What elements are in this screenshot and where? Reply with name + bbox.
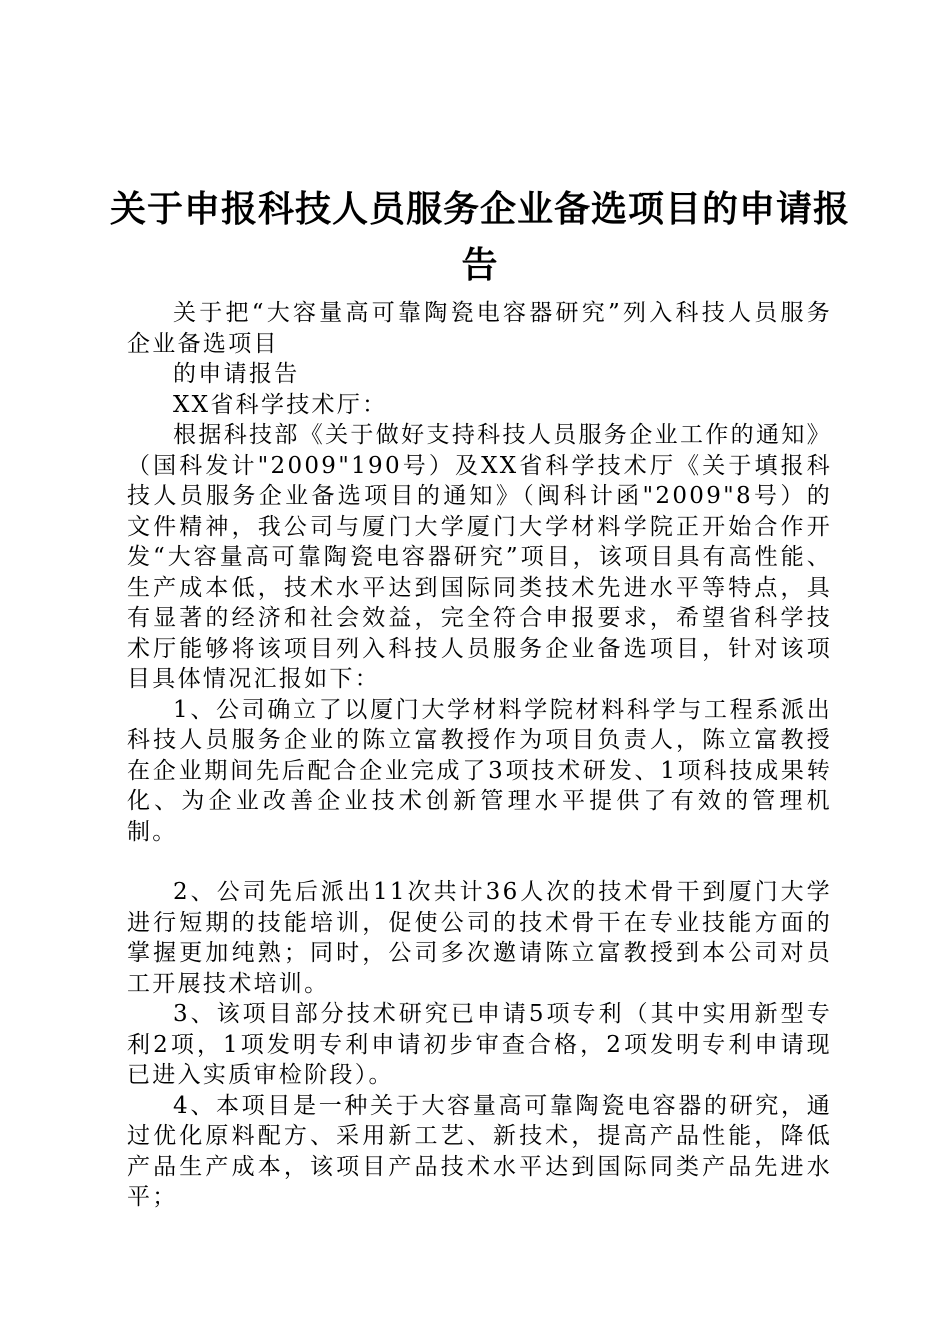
- paragraph-item-3: 3、该项目部分技术研究已申请5项专利（其中实用新型专利2项，1项发明专利申请初步审查合格，2项发明专利申请现已进入实质审检阶段）。: [127, 1001, 832, 1088]
- salutation: XX省科学技术厅：: [173, 391, 388, 418]
- subject-line-continued: 的申请报告: [173, 361, 300, 387]
- document-title: 关于申报科技人员服务企业备选项目的申请报告: [110, 189, 851, 286]
- document-body: [127, 298, 832, 1213]
- paragraph-item-2: 2、公司先后派出11次共计36人次的技术骨干到厦门大学进行短期的技能培训，促使公司的技术骨干在专业技能方面的掌握更加纯熟；同时，公司多次邀请陈立富教授到本公司对员工开展技术培训。: [127, 879, 832, 997]
- paragraph-item-1: 1、公司确立了以厦门大学材料学院材料科学与工程系派出科技人员服务企业的陈立富教授作为项目负责人，陈立富教授在企业期间先后配合企业完成了3项技术研发、1项科技成果转化、为企业改善企业技术创新管理水平提供了有效的管理机制。: [127, 696, 832, 845]
- paragraph-intro: 根据科技部《关于做好支持科技人员服务企业工作的通知》（国科发计"2009"190号）及XX省科学技术厅《关于填报科技人员服务企业备选项目的通知》（闽科计函"2009"8号）的文件精神，我公司与厦门大学厦门大学材料学院正开始合作开发“大容量高可靠陶瓷电容器研究”项目，该项目具有高性能、生产成本低，技术水平达到国际同类技术先进水平等特点，具有显著的经济和社会效益，完全符合申报要求，希望省科学技术厅能够将该项目列入科技人员服务企业备选项目，针对该项目具体情况汇报如下：: [127, 422, 832, 692]
- subject-line: 关于把“大容量高可靠陶瓷电容器研究”列入科技人员服务企业备选项目: [127, 300, 832, 357]
- paragraph-item-4: 4、本项目是一种关于大容量高可靠陶瓷电容器的研究，通过优化原料配方、采用新工艺、新技术，提高产品性能，降低产品生产成本，该项目产品技术水平达到国际同类产品先进水平；: [127, 1092, 832, 1210]
